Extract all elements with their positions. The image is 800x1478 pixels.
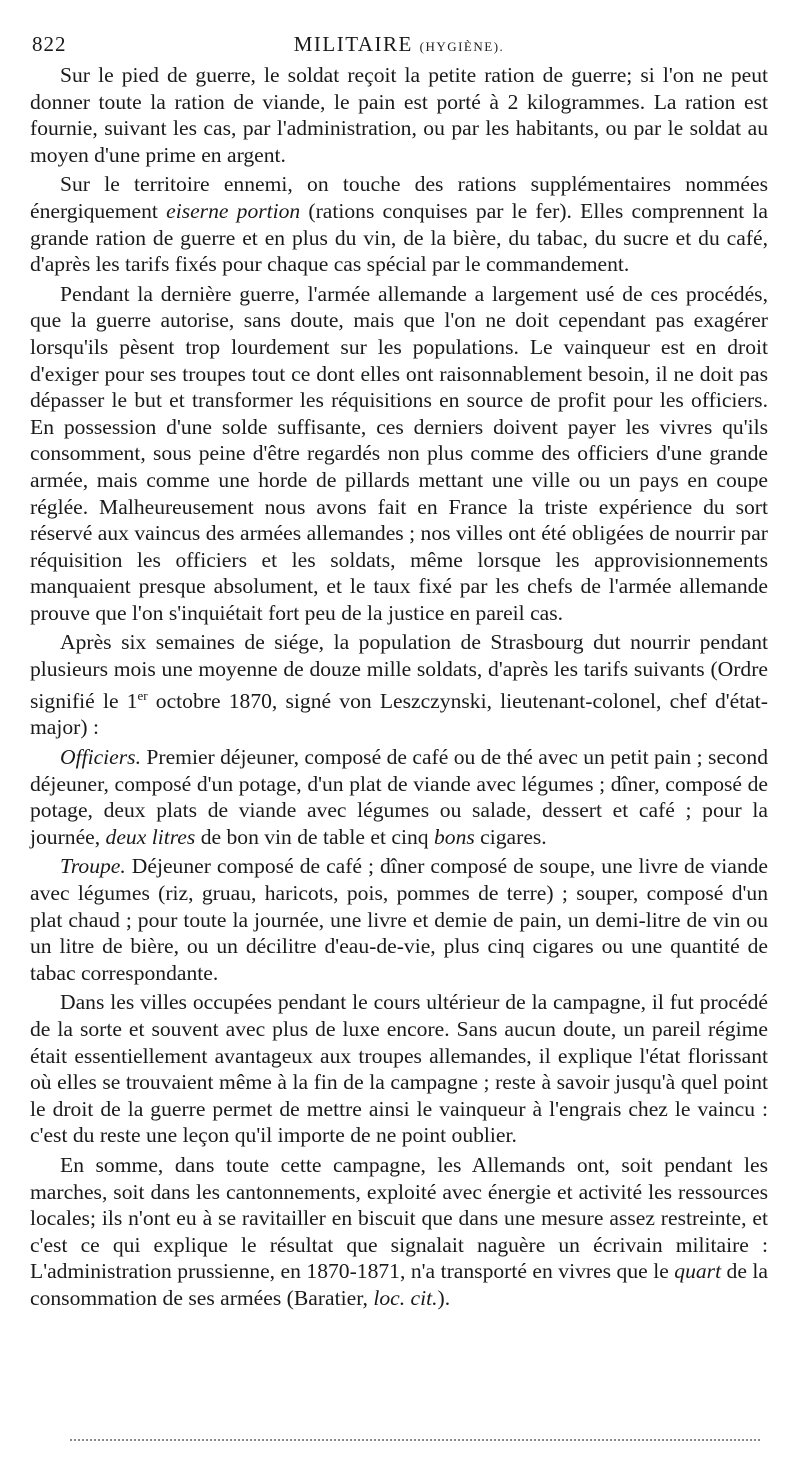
paragraph-text: En somme, dans toute cette campagne, les Allemands ont, soit pendant les marches, soit dans les cantonnements, exploité avec énergie et activité les ressources locales; ils n'ont eu à se ravitailler en biscuit que dans une mesure assez restreinte, et c'est ce qui explique le résultat que signalait naguère un écrivain militaire : L'administration prussienne, en 1870-1871, n'a transporté en vivres que le xyxy=(30,1152,768,1284)
paragraph-text: ). xyxy=(437,1285,451,1310)
paragraph-troops xyxy=(30,853,768,986)
paragraph-text: Premier déjeuner, composé de café ou de thé avec un petit pain ; second déjeuner, composé d'un potage, d'un plat de viande avec légumes ; dîner, composé de potage, deux plats de viande avec légumes ou salade, dessert et café ; pour la journée, xyxy=(30,745,768,849)
superscript-er: er xyxy=(137,687,148,703)
paragraph-text: Sur le territoire ennemi, on touche des rations supplémentaires nommées énergiquement xyxy=(30,172,768,223)
paragraph-text: octobre 1870, signé von Leszczynski, lieutenant-colonel, chef d'état-major) : xyxy=(30,688,768,740)
paragraph-war-ration xyxy=(30,62,768,168)
italic-term: bons xyxy=(433,824,475,849)
paragraph-summary xyxy=(30,1152,768,1312)
paragraph-text: de la consommation de ses armées (Baratier, xyxy=(30,1259,769,1310)
page-number: 822 xyxy=(32,32,67,56)
italic-term: deux litres xyxy=(105,824,196,849)
running-title-main: MILITAIRE xyxy=(293,32,413,56)
paragraph-text: Déjeuner composé de café ; dîner composé de soupe, une livre de viande avec légumes (riz, gruau, haricots, pois, pommes de terre) ; souper, composé d'un plat chaud ; pour toute la journée, une livre et demie de pain, un demi-litre de vin ou un litre de bière, ou un décilitre d'eau-de-vie, plus cinq cigares ou une quantité de tabac correspondante. xyxy=(30,854,768,985)
paragraph-strasbourg xyxy=(30,629,768,741)
book-page xyxy=(30,22,768,1315)
paragraph-last-war xyxy=(30,281,768,627)
paragraph-officers xyxy=(30,744,768,850)
paragraph-occupied-towns xyxy=(30,989,768,1149)
running-header xyxy=(30,22,768,62)
paragraph-enemy-territory xyxy=(30,171,768,277)
paragraph-text: cigares. xyxy=(474,824,547,849)
running-title-subtitle: (HYGIÈNE). xyxy=(419,39,505,54)
italic-heading-officers: Officiers. xyxy=(60,745,141,770)
paragraph-text: Pendant la dernière guerre, l'armée allemande a largement usé de ces procédés, que la guerre autorise, sans doute, mais que l'on ne doit cependant pas exagérer lorsqu'ils pèsent trop lourdement sur les populations. Le vainqueur est en droit d'exiger pour ses troupes tout ce dont elles ont raisonnablement besoin, il ne doit pas dépasser le but et transformer les réquisitions en source de profit pour les officiers. En possession d'une solde suffisante, ces derniers doivent payer les vivres qu'ils consomment, sous peine d'être regardés non plus comme des officiers d'une grande armée, mais comme une horde de pillards mettant une ville ou un pays en coupe réglée. Malheureusement nous avons fait en France la triste expérience du sort réservé aux vaincus des armées allemandes ; nos villes ont été obligées de nourrir par réquisition les officiers et les soldats, même lorsque les approvisionnements manquaient presque absolument, et le taux fixé par les chefs de l'armée allemande prouve que l'on s'inquiétait fort peu de la justice en pareil cas. xyxy=(30,281,768,625)
paragraph-text: Sur le pied de guerre, le soldat reçoit la petite ration de guerre; si l'on ne peut donner toute la ration de viande, le pain est porté à 2 kilogrammes. La ration est fournie, suivant les cas, par l'administration, ou par les habitants, ou par le soldat au moyen d'une prime en argent. xyxy=(30,63,768,167)
paragraph-text: (rations conquises par le fer). Elles comprennent la grande ration de guerre et en plus du vin, de la bière, du tabac, du sucre et du café, d'après les tarifs fixés pour chaque cas spécial par le commandement. xyxy=(30,198,768,277)
paragraph-text: de bon vin de table et cinq xyxy=(195,824,434,849)
paragraph-text: Dans les villes occupées pendant le cours ultérieur de la campagne, il fut procédé de la sorte et souvent avec plus de luxe encore. Sans aucun doute, un pareil régime était essentiellement avantageux aux troupes allemandes, il explique l'état florissant où elles se trouvaient même à la fin de la campagne ; reste à savoir jusqu'à quel point le droit de la guerre permet de mettre ainsi le vainqueur à l'engrais chez le vaincu : c'est du reste une leçon qu'il importe de ne point oublier. xyxy=(30,990,768,1148)
italic-term: quart xyxy=(674,1259,722,1284)
italic-citation: loc. cit. xyxy=(373,1285,438,1310)
italic-term: eiserne portion xyxy=(166,198,301,223)
running-title xyxy=(30,32,768,57)
body-text xyxy=(30,62,768,1312)
bottom-bleed-through-line xyxy=(70,1439,760,1441)
paragraph-text: Après six semaines de siége, la population de Strasbourg dut nourrir pendant plusieurs mois une moyenne de douze mille soldats, d'après les tarifs suivants (Ordre signifié le 1 xyxy=(30,630,768,713)
italic-heading-troupe: Troupe. xyxy=(60,854,126,879)
